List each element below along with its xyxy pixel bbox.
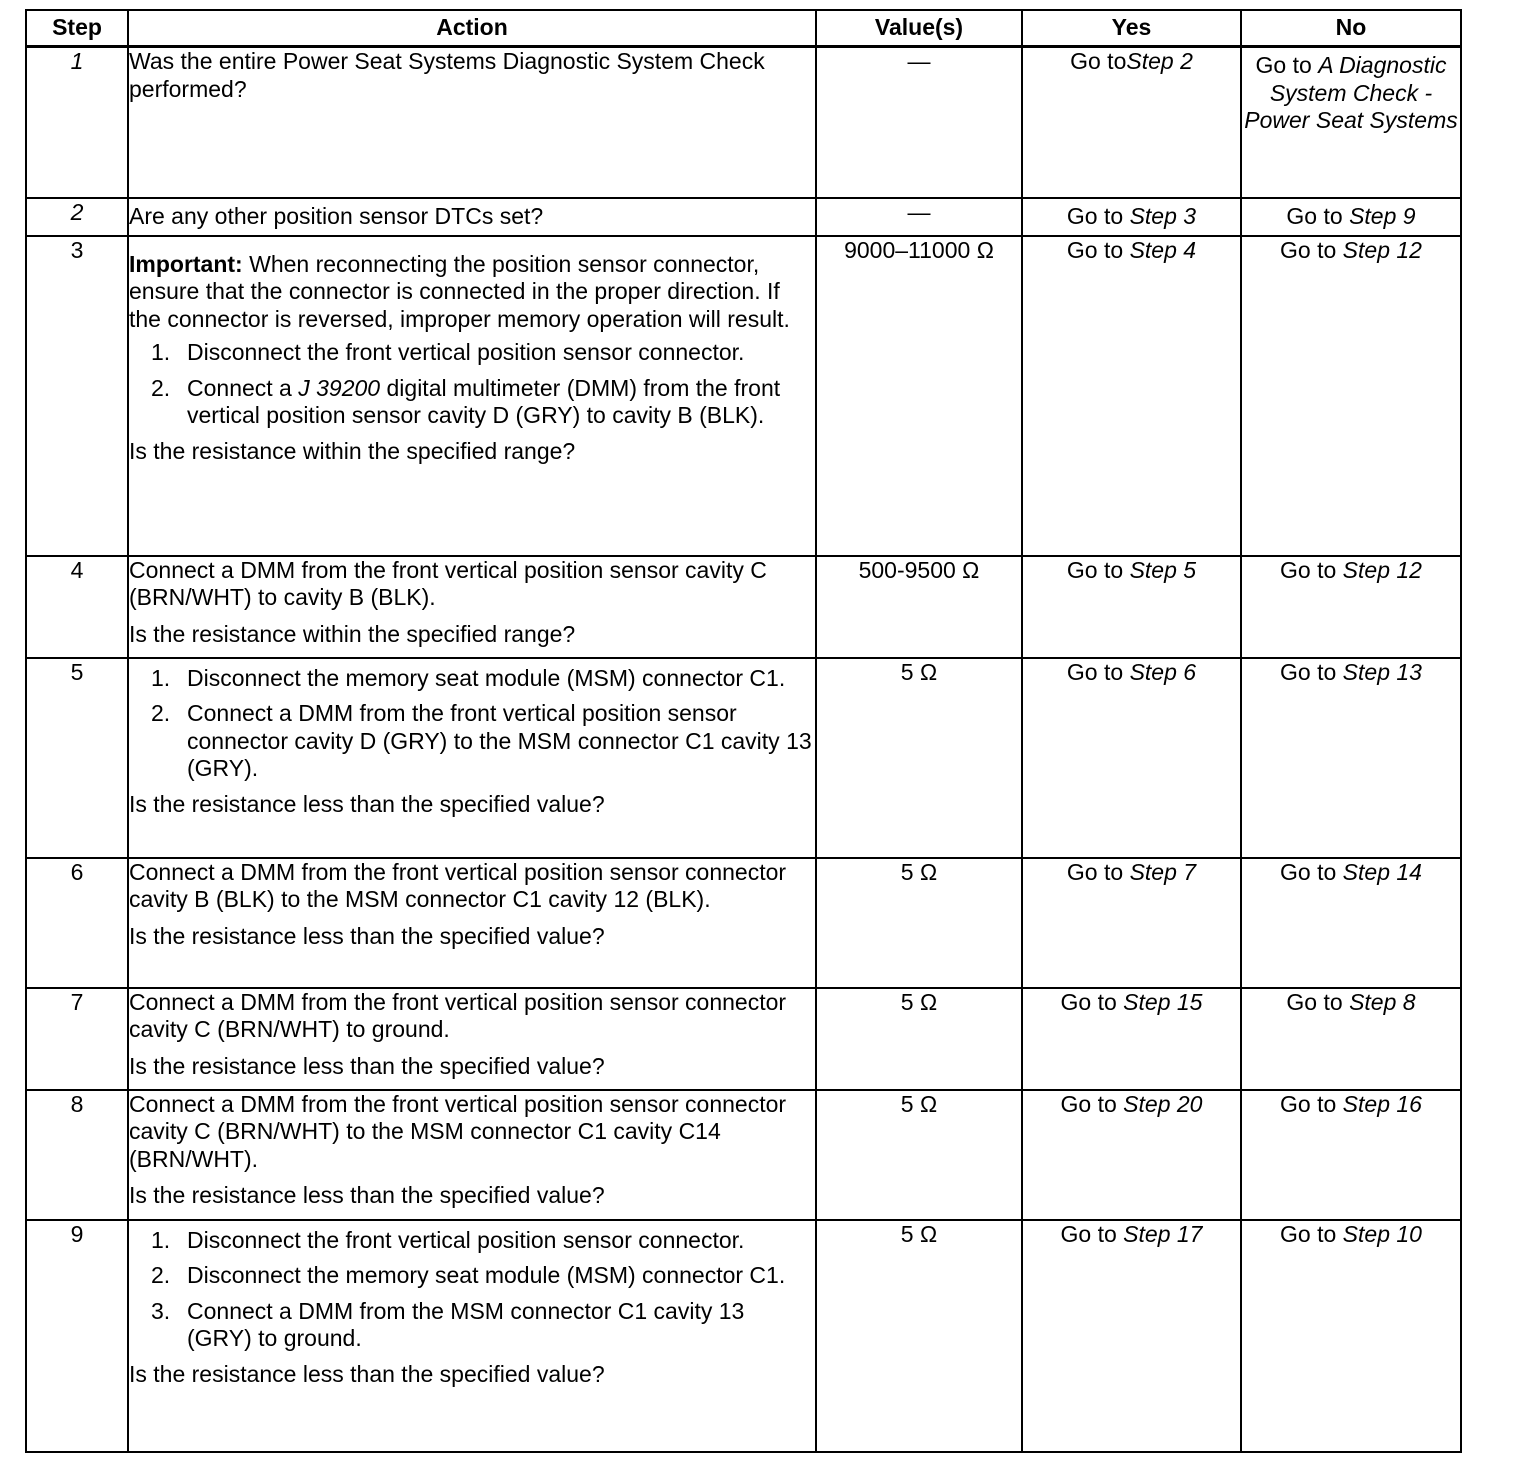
yes-cell (1022, 198, 1241, 236)
yes-link[interactable]: Step 15 (1123, 988, 1203, 1015)
header-no: No (1241, 10, 1461, 47)
no-cell (1241, 1090, 1461, 1220)
action-text: Was the entire Power Seat Systems Diagnostic System Check performed? (128, 47, 816, 198)
no-link[interactable]: Step 8 (1349, 988, 1416, 1015)
value-cell: 5 Ω (816, 1090, 1022, 1220)
list-item (129, 700, 815, 783)
question-text: Is the resistance less than the specified value? (129, 1052, 605, 1079)
list-item (129, 1262, 815, 1290)
yes-prefix: Go to (1070, 48, 1127, 74)
table-row (26, 988, 1461, 1090)
yes-cell (1022, 858, 1241, 988)
header-yes: Yes (1022, 10, 1241, 47)
list-text: Disconnect the front vertical position sensor connector. (187, 1226, 745, 1253)
important-text: When reconnecting the position sensor connector, ensure that the connector is connected in the proper direction. If the connector is reversed, improper memory operation will result. (129, 250, 790, 332)
diagnostic-table (25, 9, 1462, 1453)
no-prefix: Go to (1286, 988, 1343, 1015)
yes-prefix: Go to (1066, 858, 1124, 885)
no-prefix: Go to (1280, 1090, 1337, 1117)
list-number: 2. (151, 374, 171, 401)
yes-link[interactable]: Step 6 (1129, 658, 1197, 685)
important-note (129, 251, 815, 334)
table-row (26, 858, 1461, 988)
yes-prefix: Go to (1066, 236, 1124, 263)
yes-link[interactable]: Step 3 (1129, 202, 1197, 229)
step-number: 6 (26, 858, 128, 988)
list-text-pre: Connect a (187, 374, 292, 401)
no-cell (1241, 988, 1461, 1090)
list-number: 2. (151, 1262, 171, 1288)
no-link[interactable]: Step 12 (1342, 236, 1422, 263)
question-text: Is the resistance less than the specified value? (129, 1360, 605, 1387)
action-text: Connect a DMM from the front vertical position sensor cavity C (BRN/WHT) to cavity B (BLK). (129, 556, 767, 610)
question-text: Is the resistance within the specified range? (129, 437, 576, 464)
step-number: 4 (26, 556, 128, 658)
action-text: Connect a DMM from the front vertical position sensor connector cavity C (BRN/WHT) to the MSM connector C1 cavity C14 (BRN/WHT). (129, 1090, 787, 1172)
yes-prefix: Go to (1060, 1220, 1117, 1247)
no-link[interactable]: Step 12 (1342, 556, 1422, 583)
no-link[interactable]: Step 16 (1342, 1090, 1422, 1117)
no-cell (1241, 858, 1461, 988)
step-number: 1 (26, 47, 128, 198)
yes-cell (1022, 1220, 1241, 1452)
yes-prefix: Go to (1066, 556, 1124, 583)
step-number: 8 (26, 1090, 128, 1220)
list-text: Connect a DMM from the front vertical position sensor connector cavity D (GRY) to the MSM connector C1 cavity 13 (GRY). (187, 700, 812, 781)
action-cell (128, 988, 816, 1090)
list-number: 3. (151, 1297, 171, 1324)
step-number: 7 (26, 988, 128, 1090)
action-cell (128, 236, 816, 556)
value-cell: 500-9500 Ω (816, 556, 1022, 658)
header-values: Value(s) (816, 10, 1022, 47)
yes-link[interactable]: Step 20 (1123, 1090, 1203, 1117)
list-text: Disconnect the front vertical position sensor connector. (187, 339, 745, 365)
table-row (26, 198, 1461, 236)
value-cell: 9000–11000 Ω (816, 236, 1022, 556)
yes-prefix: Go to (1060, 1090, 1117, 1117)
no-prefix: Go to (1280, 658, 1337, 685)
list-number: 1. (151, 664, 171, 691)
step-number: 3 (26, 236, 128, 556)
yes-cell (1022, 1090, 1241, 1220)
action-cell (128, 556, 816, 658)
value-cell: — (816, 47, 1022, 198)
yes-cell (1022, 988, 1241, 1090)
no-prefix: Go to (1280, 556, 1337, 583)
no-prefix: Go to (1280, 236, 1337, 263)
instruction-list (129, 665, 815, 783)
list-text: Disconnect the memory seat module (MSM) connector C1. (187, 1262, 786, 1288)
no-cell (1241, 556, 1461, 658)
yes-link[interactable]: Step 2 (1126, 48, 1193, 74)
important-label: Important: (129, 250, 243, 277)
list-number: 1. (151, 1226, 171, 1253)
step-number: 5 (26, 658, 128, 858)
question-text: Is the resistance less than the specified value? (129, 1182, 605, 1208)
yes-prefix: Go to (1060, 988, 1117, 1015)
action-cell (128, 858, 816, 988)
action-cell (128, 1090, 816, 1220)
action-cell (128, 658, 816, 858)
action-cell (128, 1220, 816, 1452)
yes-cell (1022, 556, 1241, 658)
yes-cell (1022, 236, 1241, 556)
table-row (26, 236, 1461, 556)
yes-link[interactable]: Step 4 (1129, 236, 1197, 263)
list-item (129, 1298, 815, 1353)
yes-link[interactable]: Step 7 (1129, 858, 1197, 885)
list-item (129, 665, 815, 693)
no-cell (1241, 1220, 1461, 1452)
list-text-post: digital multimeter (DMM) from the front vertical position sensor cavity D (GRY) to cavity B (BLK). (187, 374, 781, 428)
yes-link[interactable]: Step 5 (1129, 556, 1197, 583)
instruction-list (129, 339, 815, 430)
action-text: Are any other position sensor DTCs set? (128, 198, 816, 236)
no-cell (1241, 236, 1461, 556)
list-item (129, 375, 815, 430)
table-row (26, 1220, 1461, 1452)
list-number: 1. (151, 339, 171, 365)
no-prefix: Go to (1255, 52, 1312, 78)
no-prefix: Go to (1286, 202, 1343, 229)
table-row (26, 658, 1461, 858)
step-number: 2 (26, 198, 128, 236)
list-item (129, 339, 815, 367)
header-action: Action (128, 10, 816, 47)
list-text: Connect a DMM from the MSM connector C1 cavity 13 (GRY) to ground. (187, 1297, 745, 1351)
list-number: 2. (151, 700, 171, 726)
value-cell: 5 Ω (816, 658, 1022, 858)
action-text: Connect a DMM from the front vertical position sensor connector cavity C (BRN/WHT) to ground. (129, 988, 787, 1042)
value-cell: — (816, 198, 1022, 236)
table-row (26, 1090, 1461, 1220)
question-text: Is the resistance less than the specified value? (129, 922, 605, 949)
question-text: Is the resistance within the specified range? (129, 620, 576, 647)
no-prefix: Go to (1280, 1220, 1337, 1247)
no-cell (1241, 198, 1461, 236)
no-cell (1241, 47, 1461, 198)
list-text: Disconnect the memory seat module (MSM) connector C1. (187, 664, 786, 691)
yes-prefix: Go to (1066, 202, 1124, 229)
header-row (26, 10, 1461, 47)
value-cell: 5 Ω (816, 988, 1022, 1090)
no-cell (1241, 658, 1461, 858)
yes-cell (1022, 47, 1241, 198)
value-cell: 5 Ω (816, 858, 1022, 988)
yes-prefix: Go to (1066, 658, 1124, 685)
table-row (26, 556, 1461, 658)
no-link[interactable]: Step 10 (1342, 1220, 1422, 1247)
table-row (26, 47, 1461, 198)
list-item (129, 1227, 815, 1255)
step-number: 9 (26, 1220, 128, 1452)
value-cell: 5 Ω (816, 1220, 1022, 1452)
no-link[interactable]: Step 9 (1349, 202, 1416, 229)
header-step: Step (26, 10, 128, 47)
tool-number: J 39200 (298, 374, 381, 401)
no-link[interactable]: Step 13 (1342, 658, 1422, 685)
question-text: Is the resistance less than the specified value? (129, 790, 605, 817)
no-link[interactable]: A Diagnostic System Check - Power Seat Systems (1244, 52, 1458, 133)
no-link[interactable]: Step 14 (1342, 858, 1422, 885)
instruction-list (129, 1227, 815, 1353)
action-text: Connect a DMM from the front vertical position sensor connector cavity B (BLK) to the MSM connector C1 cavity 12 (BLK). (129, 858, 787, 912)
yes-link[interactable]: Step 17 (1123, 1220, 1203, 1247)
no-prefix: Go to (1280, 858, 1337, 885)
yes-cell (1022, 658, 1241, 858)
